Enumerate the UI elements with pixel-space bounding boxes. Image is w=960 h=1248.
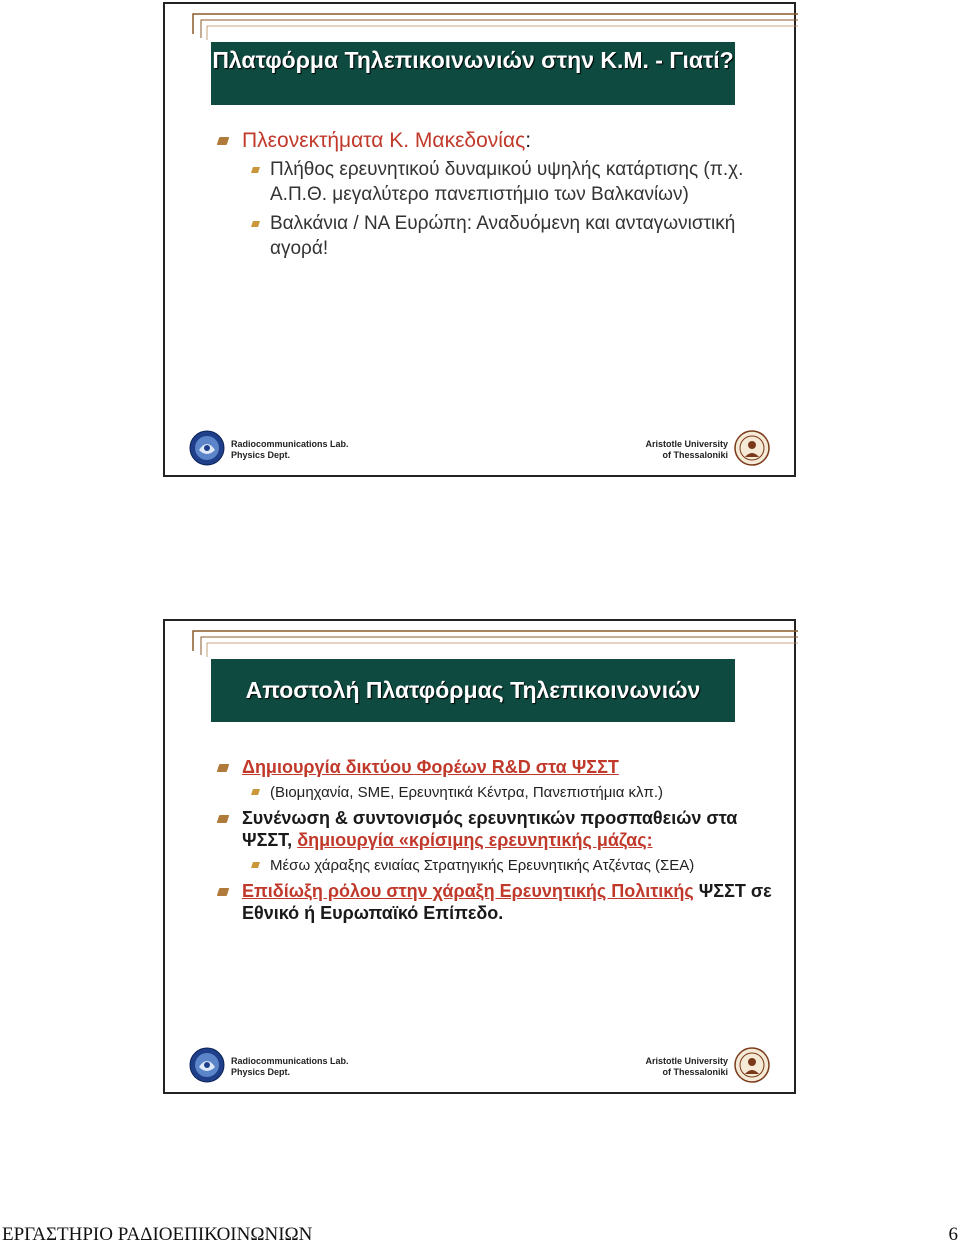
slide-footer: [165, 425, 794, 475]
slide-footer: [165, 1042, 794, 1092]
bullet-policy-role: Επιδίωξη ρόλου στην χάραξη Ερευνητικής Πολιτικής ΨΣΣΤ σε Εθνικό ή Ευρωπαϊκό Επίπεδο.: [165, 880, 794, 924]
footer-university-text: Aristotle University of Thessaloniki: [645, 1056, 728, 1077]
slide-2: [163, 619, 796, 1094]
slide-title: Αποστολή Πλατφόρμας Τηλεπικοινωνιών: [211, 659, 735, 722]
bullet-coordination: Συνένωση & συντονισμός ερευνητικών προσπαθειών στα ΨΣΣΤ, δημιουργία «κρίσιμης ερευνητικής μάζας:: [165, 807, 794, 851]
slide-1: [163, 2, 796, 477]
page-number: 6: [948, 1224, 958, 1245]
slide-title: Πλατφόρμα Τηλεπικοινωνιών στην Κ.Μ. - Γιατί?: [211, 42, 735, 105]
university-seal-icon: [734, 430, 770, 466]
footer-lab-text: Radiocommunications Lab. Physics Dept.: [231, 1056, 349, 1077]
footer-lab-text: Radiocommunications Lab. Physics Dept.: [231, 439, 349, 460]
university-seal-icon: [734, 1047, 770, 1083]
sub-bullet-strategy: Μέσω χάραξης ενιαίας Στρατηγικής Ερευνητικής Ατζέντας (ΣΕΑ): [165, 855, 794, 876]
bullet-network-creation: Δημιουργία δικτύου Φορέων R&D στα ΨΣΣΤ: [165, 756, 794, 778]
page-footer: [0, 1224, 960, 1248]
sub-bullet-organizations: (Βιομηχανία, SME, Ερευνητικά Κέντρα, Πανεπιστήμια κλπ.): [165, 782, 794, 803]
slide-content: [165, 128, 794, 265]
radiocommunications-lab-logo-icon: [189, 430, 225, 466]
page-footer-lab-name: ΕΡΓΑΣΤΗΡΙΟ ΡΑΔΙΟΕΠΙΚΟΙΝΩΝΙΩΝ: [2, 1224, 313, 1245]
radiocommunications-lab-logo-icon: [189, 1047, 225, 1083]
bullet-advantages: Πλεονεκτήματα Κ. Μακεδονίας:: [165, 128, 794, 153]
slide-content: [165, 756, 794, 928]
sub-bullet-research-potential: Πλήθος ερευνητικού δυναμικού υψηλής κατάρτισης (π.χ. Α.Π.Θ. μεγαλύτερο πανεπιστήμιο των Βαλκανίων): [165, 157, 794, 207]
footer-university-text: Aristotle University of Thessaloniki: [645, 439, 728, 460]
sub-bullet-balkans-market: Βαλκάνια / ΝΑ Ευρώπη: Αναδυόμενη και ανταγωνιστική αγορά!: [165, 211, 794, 261]
